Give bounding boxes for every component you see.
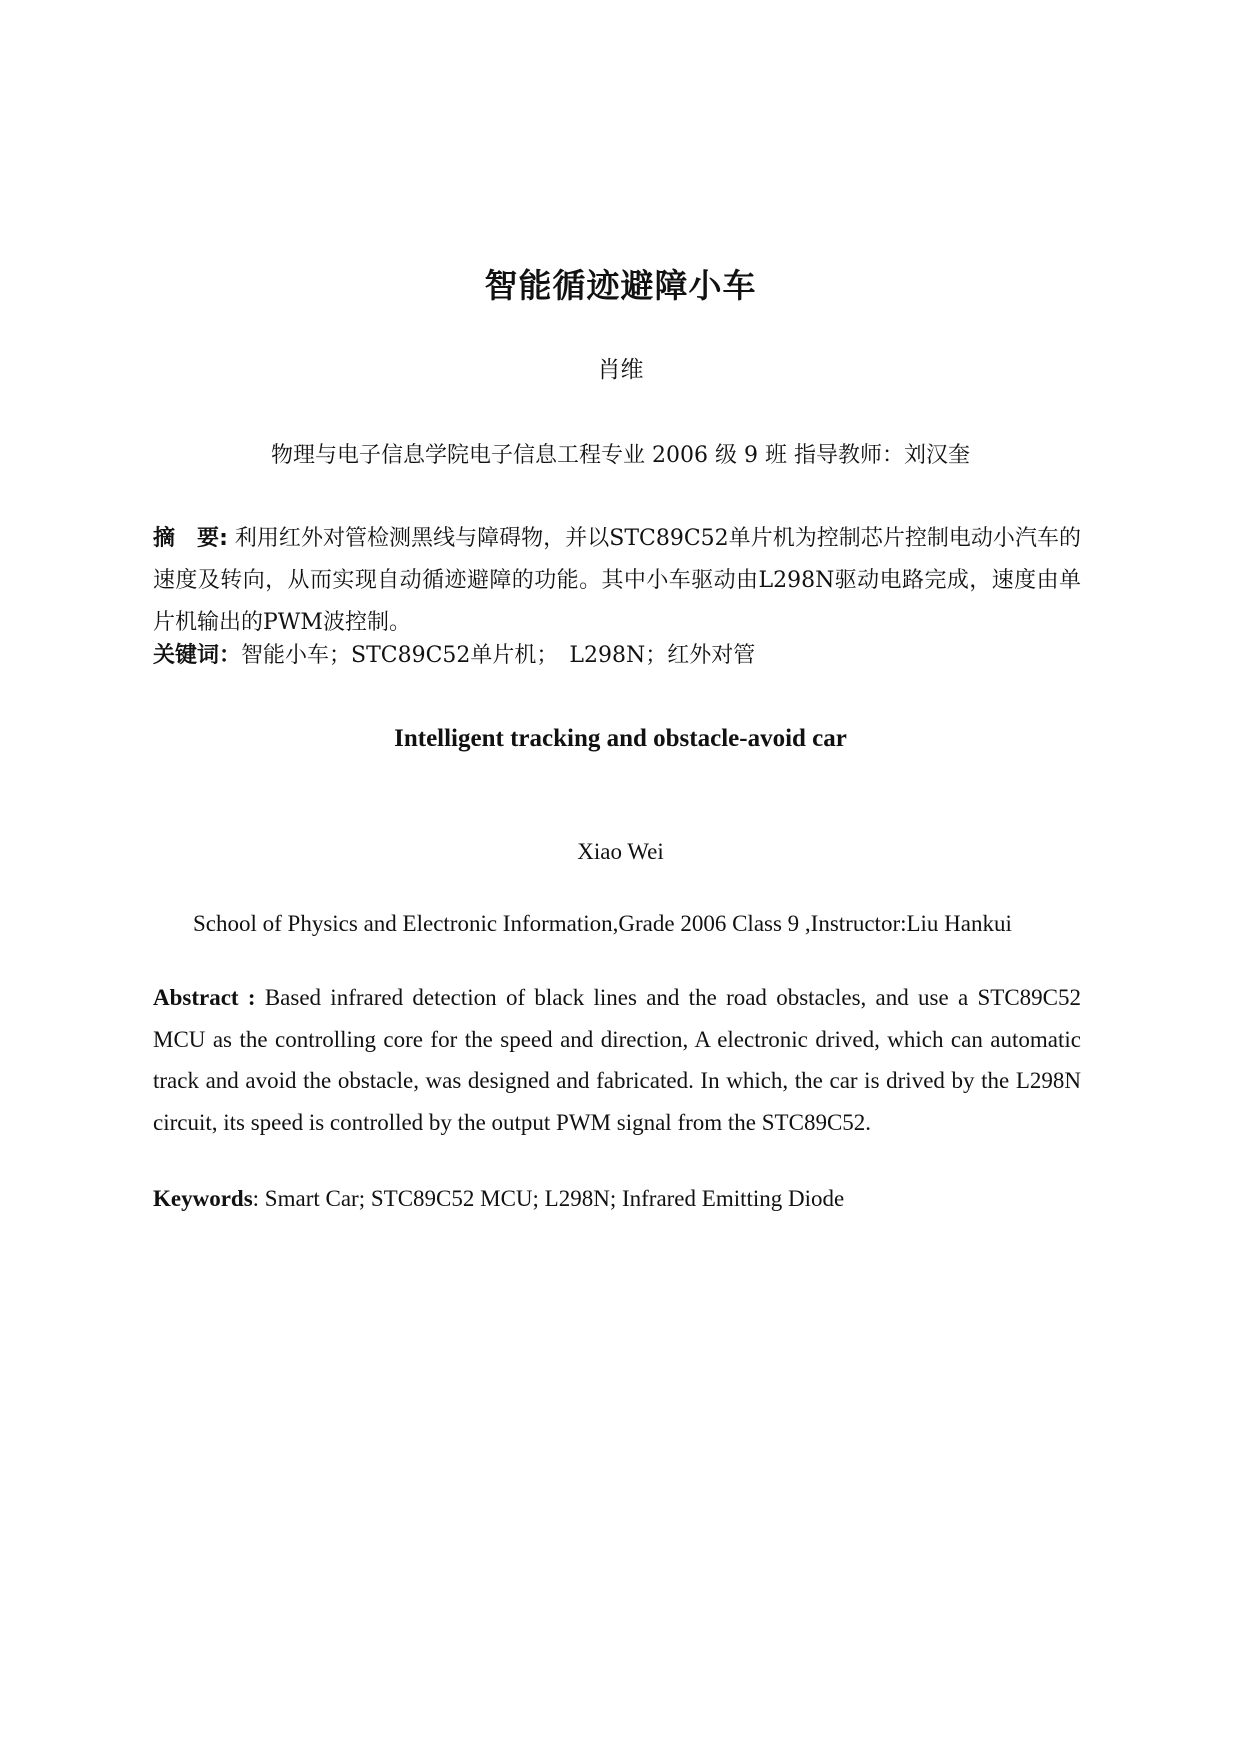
- english-keywords: [153, 1184, 1081, 1214]
- chinese-abstract-label: 摘 要:: [153, 526, 228, 551]
- english-keywords-label: Keywords: [153, 1186, 253, 1211]
- english-author: Xiao Wei: [577, 839, 664, 864]
- chinese-author: 肖维: [597, 357, 644, 383]
- chinese-affiliation: 物理与电子信息学院电子信息工程专业 2006 级 9 班 指导教师：刘汉奎: [271, 443, 970, 468]
- english-abstract-text: Based infrared detection of black lines and the road obstacles, and use a STC89C52 MCU as the controlling core for the speed and direction, A electronic drived, which can automatic track and avoid the obstacle, was designed and fabricated. In which, the car is drived by the L298N circuit, its speed is controlled by the output PWM signal from the STC89C52.: [153, 985, 1081, 1135]
- english-abstract: [153, 977, 1081, 1143]
- chinese-keywords: [153, 641, 1081, 671]
- chinese-keywords-label: 关键词：: [153, 643, 242, 668]
- chinese-abstract: [153, 518, 1081, 644]
- chinese-title: 智能循迹避障小车: [484, 266, 757, 305]
- english-abstract-label: Abstract :: [153, 985, 256, 1010]
- english-title: Intelligent tracking and obstacle-avoid car: [394, 725, 847, 752]
- english-keywords-text: : Smart Car; STC89C52 MCU; L298N; Infrared Emitting Diode: [252, 1186, 845, 1211]
- chinese-keywords-text: 智能小车；STC89C52单片机； L298N；红外对管: [241, 643, 756, 668]
- english-affiliation: School of Physics and Electronic Information,Grade 2006 Class 9 ,Instructor:Liu Hankui: [193, 911, 1012, 936]
- chinese-abstract-text: 利用红外对管检测黑线与障碍物，并以STC89C52单片机为控制芯片控制电动小汽车的速度及转向，从而实现自动循迹避障的功能。其中小车驱动由L298N驱动电路完成，速度由单片机输出的PWM波控制。: [153, 526, 1081, 635]
